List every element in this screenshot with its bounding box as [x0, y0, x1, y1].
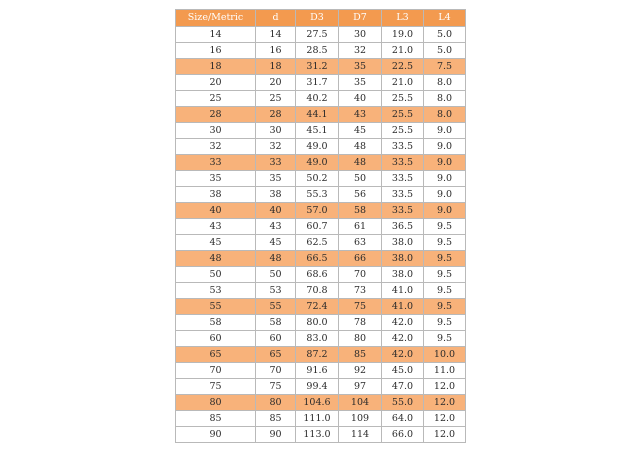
- header-size-metric: Size/Metric: [176, 10, 256, 27]
- cell-l4: 12.0: [424, 379, 466, 395]
- table-row: [176, 283, 466, 299]
- cell-d3: 28.5: [296, 43, 339, 59]
- dimension-table-container: [175, 9, 465, 443]
- cell-l3: 19.0: [382, 27, 424, 43]
- cell-l4: 12.0: [424, 427, 466, 443]
- header-d: d: [256, 10, 296, 27]
- cell-d3: 55.3: [296, 187, 339, 203]
- table-row: [176, 203, 466, 219]
- cell-d7: 30: [339, 27, 382, 43]
- cell-l3: 33.5: [382, 155, 424, 171]
- cell-d3: 70.8: [296, 283, 339, 299]
- cell-d3: 113.0: [296, 427, 339, 443]
- table-body: [176, 27, 466, 443]
- table-row: [176, 91, 466, 107]
- cell-l3: 33.5: [382, 139, 424, 155]
- cell-l4: 10.0: [424, 347, 466, 363]
- table-row: [176, 27, 466, 43]
- table-row: [176, 107, 466, 123]
- cell-d: 85: [256, 411, 296, 427]
- cell-d7: 43: [339, 107, 382, 123]
- cell-size-metric: 40: [176, 203, 256, 219]
- cell-d7: 92: [339, 363, 382, 379]
- table-row: [176, 187, 466, 203]
- cell-d3: 83.0: [296, 331, 339, 347]
- cell-d: 25: [256, 91, 296, 107]
- cell-size-metric: 32: [176, 139, 256, 155]
- table-row: [176, 155, 466, 171]
- table-row: [176, 267, 466, 283]
- cell-l3: 33.5: [382, 187, 424, 203]
- cell-d7: 104: [339, 395, 382, 411]
- cell-size-metric: 60: [176, 331, 256, 347]
- cell-l4: 9.5: [424, 267, 466, 283]
- cell-size-metric: 58: [176, 315, 256, 331]
- cell-d7: 63: [339, 235, 382, 251]
- cell-d3: 60.7: [296, 219, 339, 235]
- cell-size-metric: 18: [176, 59, 256, 75]
- cell-l4: 9.5: [424, 251, 466, 267]
- cell-l4: 9.5: [424, 299, 466, 315]
- cell-d3: 91.6: [296, 363, 339, 379]
- cell-d3: 45.1: [296, 123, 339, 139]
- cell-d: 65: [256, 347, 296, 363]
- cell-d3: 68.6: [296, 267, 339, 283]
- cell-d: 55: [256, 299, 296, 315]
- cell-d: 50: [256, 267, 296, 283]
- cell-d3: 104.6: [296, 395, 339, 411]
- cell-l3: 42.0: [382, 315, 424, 331]
- table-row: [176, 59, 466, 75]
- cell-size-metric: 28: [176, 107, 256, 123]
- cell-d: 48: [256, 251, 296, 267]
- cell-l3: 33.5: [382, 171, 424, 187]
- cell-l4: 8.0: [424, 75, 466, 91]
- cell-d3: 49.0: [296, 155, 339, 171]
- table-row: [176, 123, 466, 139]
- table-row: [176, 75, 466, 91]
- cell-l3: 33.5: [382, 203, 424, 219]
- cell-l3: 42.0: [382, 331, 424, 347]
- header-d3: D3: [296, 10, 339, 27]
- cell-d7: 80: [339, 331, 382, 347]
- cell-d7: 35: [339, 75, 382, 91]
- cell-l4: 9.0: [424, 155, 466, 171]
- table-row: [176, 251, 466, 267]
- cell-l4: 12.0: [424, 411, 466, 427]
- cell-l3: 25.5: [382, 91, 424, 107]
- cell-d: 58: [256, 315, 296, 331]
- cell-d3: 111.0: [296, 411, 339, 427]
- table-row: [176, 363, 466, 379]
- cell-d: 35: [256, 171, 296, 187]
- cell-size-metric: 43: [176, 219, 256, 235]
- header-d7: D7: [339, 10, 382, 27]
- table-row: [176, 171, 466, 187]
- cell-size-metric: 50: [176, 267, 256, 283]
- cell-d: 45: [256, 235, 296, 251]
- cell-l4: 9.0: [424, 139, 466, 155]
- cell-l3: 38.0: [382, 251, 424, 267]
- cell-size-metric: 80: [176, 395, 256, 411]
- cell-size-metric: 65: [176, 347, 256, 363]
- cell-d7: 35: [339, 59, 382, 75]
- cell-l4: 9.0: [424, 171, 466, 187]
- cell-d7: 78: [339, 315, 382, 331]
- cell-d7: 66: [339, 251, 382, 267]
- cell-l4: 9.5: [424, 283, 466, 299]
- table-row: [176, 219, 466, 235]
- cell-d7: 45: [339, 123, 382, 139]
- cell-d7: 48: [339, 139, 382, 155]
- table-row: [176, 379, 466, 395]
- cell-d3: 31.7: [296, 75, 339, 91]
- cell-d: 18: [256, 59, 296, 75]
- cell-d: 90: [256, 427, 296, 443]
- cell-l3: 64.0: [382, 411, 424, 427]
- cell-d3: 44.1: [296, 107, 339, 123]
- table-row: [176, 139, 466, 155]
- cell-size-metric: 25: [176, 91, 256, 107]
- cell-d: 32: [256, 139, 296, 155]
- cell-size-metric: 75: [176, 379, 256, 395]
- cell-d7: 58: [339, 203, 382, 219]
- cell-size-metric: 20: [176, 75, 256, 91]
- cell-l4: 5.0: [424, 27, 466, 43]
- cell-l4: 5.0: [424, 43, 466, 59]
- cell-d: 16: [256, 43, 296, 59]
- cell-d7: 75: [339, 299, 382, 315]
- cell-size-metric: 55: [176, 299, 256, 315]
- cell-l3: 66.0: [382, 427, 424, 443]
- cell-d3: 31.2: [296, 59, 339, 75]
- cell-d3: 27.5: [296, 27, 339, 43]
- cell-d: 33: [256, 155, 296, 171]
- cell-l3: 25.5: [382, 123, 424, 139]
- cell-l4: 7.5: [424, 59, 466, 75]
- cell-d7: 97: [339, 379, 382, 395]
- cell-l4: 9.5: [424, 331, 466, 347]
- cell-l4: 9.0: [424, 187, 466, 203]
- table-row: [176, 347, 466, 363]
- cell-d: 43: [256, 219, 296, 235]
- cell-d: 80: [256, 395, 296, 411]
- cell-d: 40: [256, 203, 296, 219]
- cell-l3: 22.5: [382, 59, 424, 75]
- table-row: [176, 299, 466, 315]
- cell-l3: 47.0: [382, 379, 424, 395]
- dimension-table: [175, 9, 466, 443]
- cell-l3: 21.0: [382, 43, 424, 59]
- cell-d3: 72.4: [296, 299, 339, 315]
- cell-d: 30: [256, 123, 296, 139]
- cell-d3: 62.5: [296, 235, 339, 251]
- cell-d: 20: [256, 75, 296, 91]
- cell-l4: 9.0: [424, 203, 466, 219]
- cell-d7: 70: [339, 267, 382, 283]
- header-l4: L4: [424, 10, 466, 27]
- cell-l4: 9.5: [424, 219, 466, 235]
- cell-size-metric: 35: [176, 171, 256, 187]
- cell-l3: 21.0: [382, 75, 424, 91]
- cell-d7: 85: [339, 347, 382, 363]
- cell-size-metric: 90: [176, 427, 256, 443]
- table-row: [176, 395, 466, 411]
- cell-d7: 48: [339, 155, 382, 171]
- cell-l3: 38.0: [382, 235, 424, 251]
- cell-size-metric: 53: [176, 283, 256, 299]
- cell-l4: 11.0: [424, 363, 466, 379]
- cell-d3: 49.0: [296, 139, 339, 155]
- cell-d: 70: [256, 363, 296, 379]
- cell-d3: 50.2: [296, 171, 339, 187]
- cell-d7: 56: [339, 187, 382, 203]
- cell-size-metric: 70: [176, 363, 256, 379]
- cell-l4: 8.0: [424, 91, 466, 107]
- table-row: [176, 235, 466, 251]
- cell-d7: 109: [339, 411, 382, 427]
- cell-l3: 38.0: [382, 267, 424, 283]
- cell-d7: 114: [339, 427, 382, 443]
- cell-l3: 45.0: [382, 363, 424, 379]
- cell-d3: 99.4: [296, 379, 339, 395]
- cell-d: 75: [256, 379, 296, 395]
- cell-d7: 50: [339, 171, 382, 187]
- cell-size-metric: 85: [176, 411, 256, 427]
- table-row: [176, 315, 466, 331]
- cell-d3: 57.0: [296, 203, 339, 219]
- cell-l3: 25.5: [382, 107, 424, 123]
- cell-l4: 12.0: [424, 395, 466, 411]
- cell-d: 28: [256, 107, 296, 123]
- cell-l4: 9.5: [424, 235, 466, 251]
- cell-l3: 41.0: [382, 299, 424, 315]
- cell-d7: 32: [339, 43, 382, 59]
- cell-l4: 8.0: [424, 107, 466, 123]
- cell-size-metric: 30: [176, 123, 256, 139]
- cell-d7: 61: [339, 219, 382, 235]
- cell-d: 14: [256, 27, 296, 43]
- cell-d7: 40: [339, 91, 382, 107]
- cell-size-metric: 48: [176, 251, 256, 267]
- cell-size-metric: 14: [176, 27, 256, 43]
- cell-l4: 9.0: [424, 123, 466, 139]
- cell-size-metric: 38: [176, 187, 256, 203]
- cell-size-metric: 33: [176, 155, 256, 171]
- cell-d3: 80.0: [296, 315, 339, 331]
- table-row: [176, 43, 466, 59]
- cell-l3: 41.0: [382, 283, 424, 299]
- cell-l4: 9.5: [424, 315, 466, 331]
- cell-d: 53: [256, 283, 296, 299]
- cell-d: 60: [256, 331, 296, 347]
- cell-size-metric: 45: [176, 235, 256, 251]
- cell-d3: 87.2: [296, 347, 339, 363]
- cell-l3: 42.0: [382, 347, 424, 363]
- cell-l3: 55.0: [382, 395, 424, 411]
- cell-d: 38: [256, 187, 296, 203]
- cell-size-metric: 16: [176, 43, 256, 59]
- cell-d7: 73: [339, 283, 382, 299]
- table-row: [176, 427, 466, 443]
- table-row: [176, 331, 466, 347]
- table-row: [176, 411, 466, 427]
- cell-l3: 36.5: [382, 219, 424, 235]
- cell-d3: 40.2: [296, 91, 339, 107]
- cell-d3: 66.5: [296, 251, 339, 267]
- table-header-row: [176, 10, 466, 27]
- header-l3: L3: [382, 10, 424, 27]
